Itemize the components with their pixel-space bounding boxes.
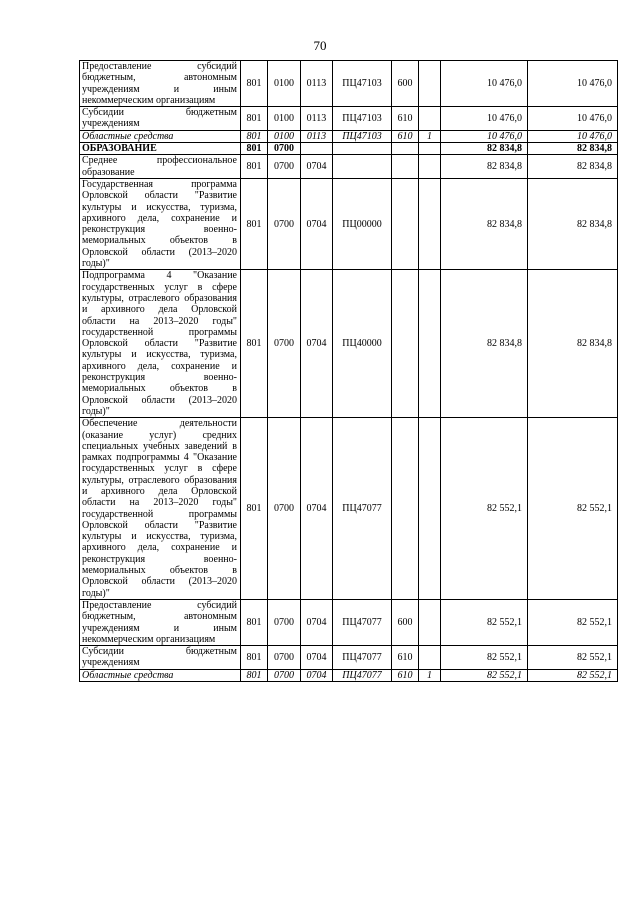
row-sum-2: 82 552,1 xyxy=(528,599,618,645)
row-pr: 0704 xyxy=(301,270,333,418)
row-ved: 801 xyxy=(241,178,268,269)
row-name: Предоставление субсидий бюджетным, автономным учреждениям и иным некоммерческим организациям xyxy=(80,599,241,645)
row-rz: 0700 xyxy=(268,599,301,645)
row-csr: ПЦ47103 xyxy=(333,107,392,131)
row-src: 1 xyxy=(419,130,441,142)
row-ved: 801 xyxy=(241,155,268,179)
row-vr: 610 xyxy=(392,669,419,681)
row-src xyxy=(419,61,441,107)
row-csr: ПЦ47077 xyxy=(333,646,392,670)
row-rz: 0700 xyxy=(268,178,301,269)
row-vr xyxy=(392,143,419,155)
row-rz: 0700 xyxy=(268,418,301,600)
row-name: Областные средства xyxy=(80,130,241,142)
row-sum-1: 10 476,0 xyxy=(441,130,528,142)
row-pr: 0113 xyxy=(301,61,333,107)
row-sum-2: 82 552,1 xyxy=(528,669,618,681)
row-rz: 0700 xyxy=(268,646,301,670)
page-number: 70 xyxy=(313,38,327,53)
row-sum-2: 82 834,8 xyxy=(528,155,618,179)
row-pr: 0704 xyxy=(301,155,333,179)
row-sum-1: 10 476,0 xyxy=(441,107,528,131)
row-rz: 0700 xyxy=(268,270,301,418)
budget-table xyxy=(79,60,618,682)
row-src xyxy=(419,270,441,418)
row-name: Областные средства xyxy=(80,669,241,681)
row-src: 1 xyxy=(419,669,441,681)
row-name: Государственная программа Орловской области "Развитие культуры и искусства, туризма, архивного дела, сохранение и реконструкция военно-мемориальных объектов в Орловской области (2013–2020 годы)" xyxy=(80,178,241,269)
row-sum-1: 82 552,1 xyxy=(441,646,528,670)
row-csr xyxy=(333,155,392,179)
row-name: Субсидии бюджетным учреждениям xyxy=(80,107,241,131)
row-pr: 0704 xyxy=(301,646,333,670)
row-name: Предоставление субсидий бюджетным, автономным учреждениям и иным некоммерческим организациям xyxy=(80,61,241,107)
row-ved: 801 xyxy=(241,270,268,418)
row-sum-2: 82 552,1 xyxy=(528,646,618,670)
row-name: Подпрограмма 4 "Оказание государственных услуг в сфере культуры, отраслевого образования и архивного дела Орловской области на 2013–2020 годы" государственной программы Орловской области "Развитие культуры и искусства, туризма, архивного дела, сохранение и реконструкция военно-мемориальных объектов в Орловской области (2013–2020 годы)" xyxy=(80,270,241,418)
table-row xyxy=(80,130,618,142)
row-csr: ПЦ47103 xyxy=(333,130,392,142)
row-sum-1: 82 552,1 xyxy=(441,418,528,600)
row-sum-2: 82 834,8 xyxy=(528,143,618,155)
row-ved: 801 xyxy=(241,646,268,670)
row-rz: 0100 xyxy=(268,130,301,142)
row-vr: 610 xyxy=(392,646,419,670)
row-vr: 600 xyxy=(392,599,419,645)
row-rz: 0700 xyxy=(268,143,301,155)
row-sum-1: 82 834,8 xyxy=(441,270,528,418)
row-ved: 801 xyxy=(241,669,268,681)
row-sum-1: 10 476,0 xyxy=(441,61,528,107)
row-csr: ПЦ47103 xyxy=(333,61,392,107)
row-pr: 0704 xyxy=(301,178,333,269)
row-ved: 801 xyxy=(241,130,268,142)
row-src xyxy=(419,155,441,179)
row-csr: ПЦ47077 xyxy=(333,418,392,600)
row-pr: 0113 xyxy=(301,130,333,142)
row-sum-2: 82 834,8 xyxy=(528,178,618,269)
row-sum-1: 82 834,8 xyxy=(441,143,528,155)
row-rz: 0100 xyxy=(268,107,301,131)
row-sum-2: 82 552,1 xyxy=(528,418,618,600)
row-vr: 610 xyxy=(392,107,419,131)
row-pr xyxy=(301,143,333,155)
row-ved: 801 xyxy=(241,143,268,155)
row-rz: 0700 xyxy=(268,669,301,681)
row-csr: ПЦ47077 xyxy=(333,669,392,681)
table-row xyxy=(80,155,618,179)
row-name: Обеспечение деятельности (оказание услуг) средних специальных учебных заведений в рамках подпрограммы 4 "Оказание государственных услуг в сфере культуры, отраслевого образования и архивного дела Орловской области на 2013–2020 годы" государственной программы Орловской области "Развитие культуры и искусства, туризма, архивного дела, сохранение и реконструкция военно-мемориальных объектов в Орловской области (2013–2020 годы)" xyxy=(80,418,241,600)
row-src xyxy=(419,646,441,670)
row-rz: 0700 xyxy=(268,155,301,179)
row-vr xyxy=(392,418,419,600)
row-vr xyxy=(392,178,419,269)
row-vr xyxy=(392,270,419,418)
row-csr: ПЦ47077 xyxy=(333,599,392,645)
row-sum-2: 10 476,0 xyxy=(528,61,618,107)
table-row xyxy=(80,669,618,681)
row-pr: 0704 xyxy=(301,599,333,645)
table-row xyxy=(80,107,618,131)
table-row xyxy=(80,61,618,107)
row-src xyxy=(419,107,441,131)
table-row xyxy=(80,178,618,269)
table-row xyxy=(80,143,618,155)
row-csr xyxy=(333,143,392,155)
row-csr: ПЦ40000 xyxy=(333,270,392,418)
row-ved: 801 xyxy=(241,599,268,645)
row-sum-2: 10 476,0 xyxy=(528,130,618,142)
row-sum-1: 82 552,1 xyxy=(441,599,528,645)
row-ved: 801 xyxy=(241,107,268,131)
row-ved: 801 xyxy=(241,418,268,600)
row-vr: 610 xyxy=(392,130,419,142)
row-vr xyxy=(392,155,419,179)
row-name: Субсидии бюджетным учреждениям xyxy=(80,646,241,670)
row-sum-2: 82 834,8 xyxy=(528,270,618,418)
row-rz: 0100 xyxy=(268,61,301,107)
row-src xyxy=(419,418,441,600)
row-src xyxy=(419,599,441,645)
row-pr: 0704 xyxy=(301,669,333,681)
row-sum-1: 82 834,8 xyxy=(441,178,528,269)
row-ved: 801 xyxy=(241,61,268,107)
table-row xyxy=(80,599,618,645)
row-src xyxy=(419,143,441,155)
row-name: ОБРАЗОВАНИЕ xyxy=(80,143,241,155)
table-row xyxy=(80,418,618,600)
row-pr: 0113 xyxy=(301,107,333,131)
row-name: Среднее профессиональное образование xyxy=(80,155,241,179)
budget-table-body xyxy=(80,61,618,682)
row-sum-2: 10 476,0 xyxy=(528,107,618,131)
row-sum-1: 82 834,8 xyxy=(441,155,528,179)
row-pr: 0704 xyxy=(301,418,333,600)
row-src xyxy=(419,178,441,269)
row-vr: 600 xyxy=(392,61,419,107)
table-row xyxy=(80,646,618,670)
table-row xyxy=(80,270,618,418)
row-csr: ПЦ00000 xyxy=(333,178,392,269)
row-sum-1: 82 552,1 xyxy=(441,669,528,681)
